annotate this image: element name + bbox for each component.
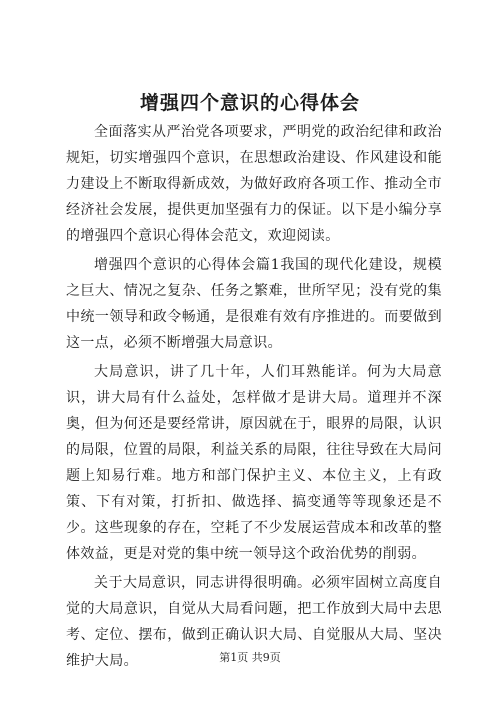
paragraph-intro: 全面落实从严治党各项要求，严明党的政治纪律和政治规矩，切实增强四个意识，在思想政治建设、作风建设和能力建设上不断取得新成效，为做好政府各项工作、推动全市经济社会发展，提供更加坚强有力的保证。以下是小编分享的增强四个意识心得体会范文，欢迎阅读。 [66, 124, 442, 244]
paragraph-article-1: 增强四个意识的心得体会篇1我国的现代化建设，规模之巨大、情况之复杂、任务之繁难，世所罕见；没有党的集中统一领导和政令畅通，是很难有效有序推进的。而要做到这一点，必须不断增强大局意识。 [66, 257, 442, 351]
page-number-footer: 第1页 共9页 [219, 651, 281, 664]
document-title: 增强四个意识的心得体会 [139, 92, 360, 114]
paragraph-big-picture-awareness: 关于大局意识，同志讲得很明确。必须牢固树立高度自觉的大局意识，自觉从大局看问题，把工作放到大局中去思考、定位、摆布，做到正确认识大局、自觉服从大局、坚决维护大局。 [66, 575, 442, 669]
document-body [66, 119, 442, 677]
paragraph-big-picture: 大局意识，讲了几十年，人们耳熟能详。何为大局意识，讲大局有什么益处，怎样做才是讲大局。道理并不深奥，但为何还是要经常讲，原因就在于，眼界的局限，认识的局限，位置的局限，利益关系的局限，往往导致在大局问题上知易行难。地方和部门保护主义、本位主义，上有政策、下有对策，打折扣、做选择、搞变通等等现象还是不少。这些现象的存在，空耗了不少发展运营成本和改革的整体效益，更是对党的集中统一领导这个政治优势的削弱。 [66, 364, 442, 562]
